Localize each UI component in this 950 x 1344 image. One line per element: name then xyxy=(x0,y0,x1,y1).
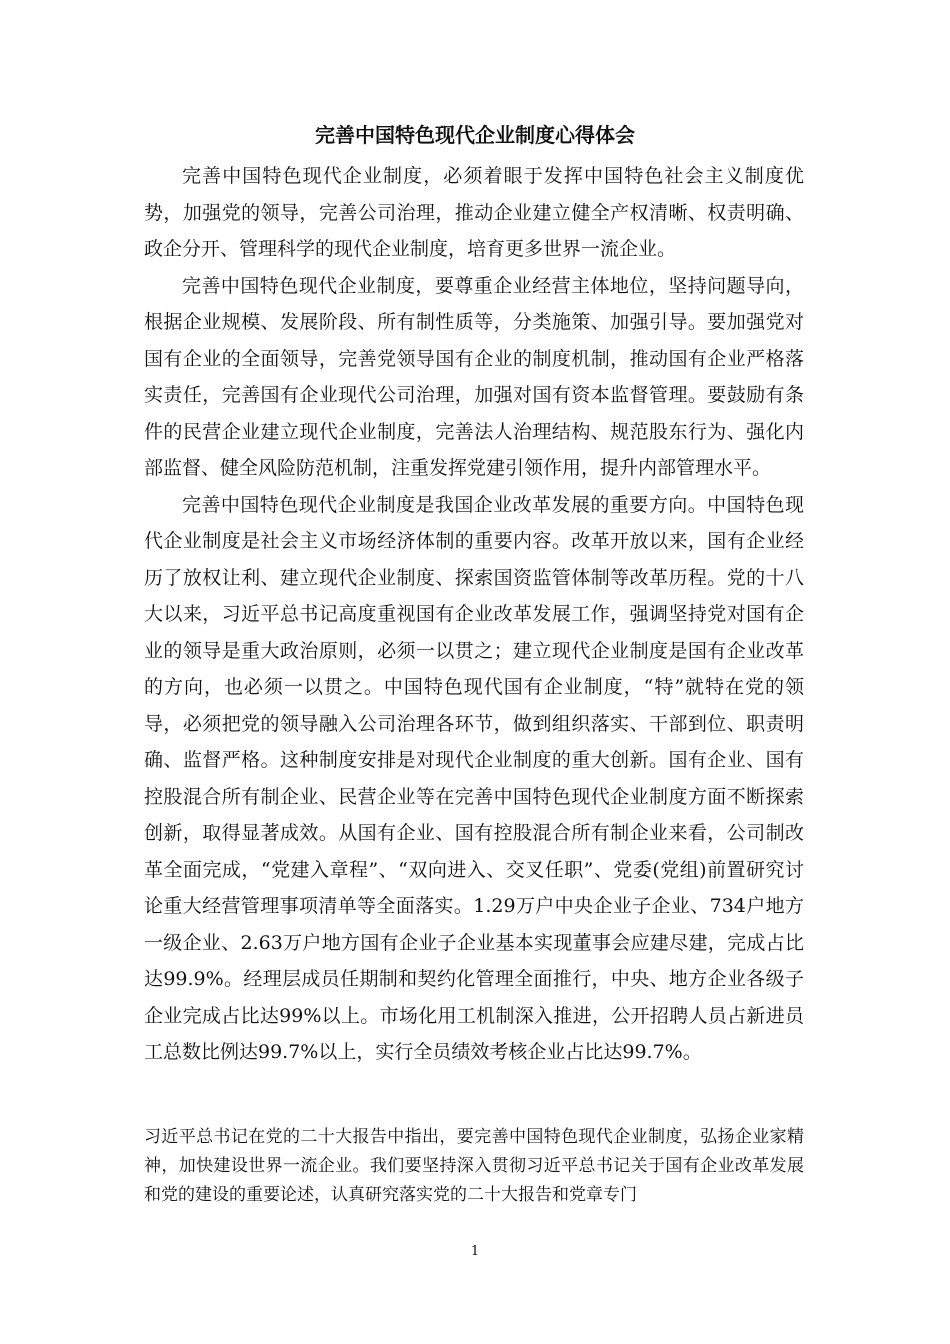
paragraph-3: 完善中国特色现代企业制度是我国企业改革发展的重要方向。中国特色现代企业制度是社会主义市场经济体制的重要内容。改革开放以来，国有企业经历了放权让利、建立现代企业制度、探索国资监管体制等改革历程。党的十八大以来，习近平总书记高度重视国有企业改革发展工作，强调坚持党对国有企业的领导是重大政治原则，必须一以贯之；建立现代企业制度是国有企业改革的方向，也必须一以贯之。中国特色现代国有企业制度，“特”就特在党的领导，必须把党的领导融入公司治理各环节，做到组织落实、干部到位、职责明确、监督严格。这种制度安排是对现代企业制度的重大创新。国有企业、国有控股混合所有制企业、民营企业等在完善中国特色现代企业制度方面不断探索创新，取得显著成效。从国有企业、国有控股混合所有制企业来看，公司制改革全面完成，“党建入章程”、“双向进入、交叉任职”、党委(党组)前置研究讨论重大经营管理事项清单等全面落实。1.29万户中央企业子企业、734户地方一级企业、2.63万户地方国有企业子企业基本实现董事会应建尽建，完成占比达99.9%。经理层成员任期制和契约化管理全面推行，中央、地方企业各级子企业完成占比达99%以上。市场化用工机制深入推进，公开招聘人员占新进员工总数比例达99.7%以上，实行全员绩效考核企业占比达99.7%。 xyxy=(144,493,804,1063)
document-title: 完善中国特色现代企业制度心得体会 xyxy=(315,123,635,147)
paragraph-2: 完善中国特色现代企业制度，要尊重企业经营主体地位，坚持问题导向，根据企业规模、发展阶段、所有制性质等，分类施策、加强引导。要加强党对国有企业的全面领导，完善党领导国有企业的制度机制，推动国有企业严格落实责任，完善国有企业现代公司治理，加强对国有资本监督管理。要鼓励有条件的民营企业建立现代企业制度，完善法人治理结构、规范股东行为、强化内部监督、健全风险防范机制，注重发挥党建引领作用，提升内部管理水平。 xyxy=(144,274,804,479)
paragraph-1: 完善中国特色现代企业制度，必须着眼于发挥中国特色社会主义制度优势，加强党的领导，完善公司治理，推动企业建立健全产权清晰、权责明确、政企分开、管理科学的现代企业制度，培育更多世界一流企业。 xyxy=(144,165,804,260)
body-text xyxy=(144,158,804,1071)
tail-text xyxy=(144,1123,804,1210)
page-number: 1 xyxy=(470,1244,480,1259)
paragraph-4: 习近平总书记在党的二十大报告中指出，要完善中国特色现代企业制度，弘扬企业家精神，加快建设世界一流企业。我们要坚持深入贯彻习近平总书记关于国有企业改革发展和党的建设的重要论述，认真研究落实党的二十大报告和党章专门 xyxy=(144,1127,804,1205)
